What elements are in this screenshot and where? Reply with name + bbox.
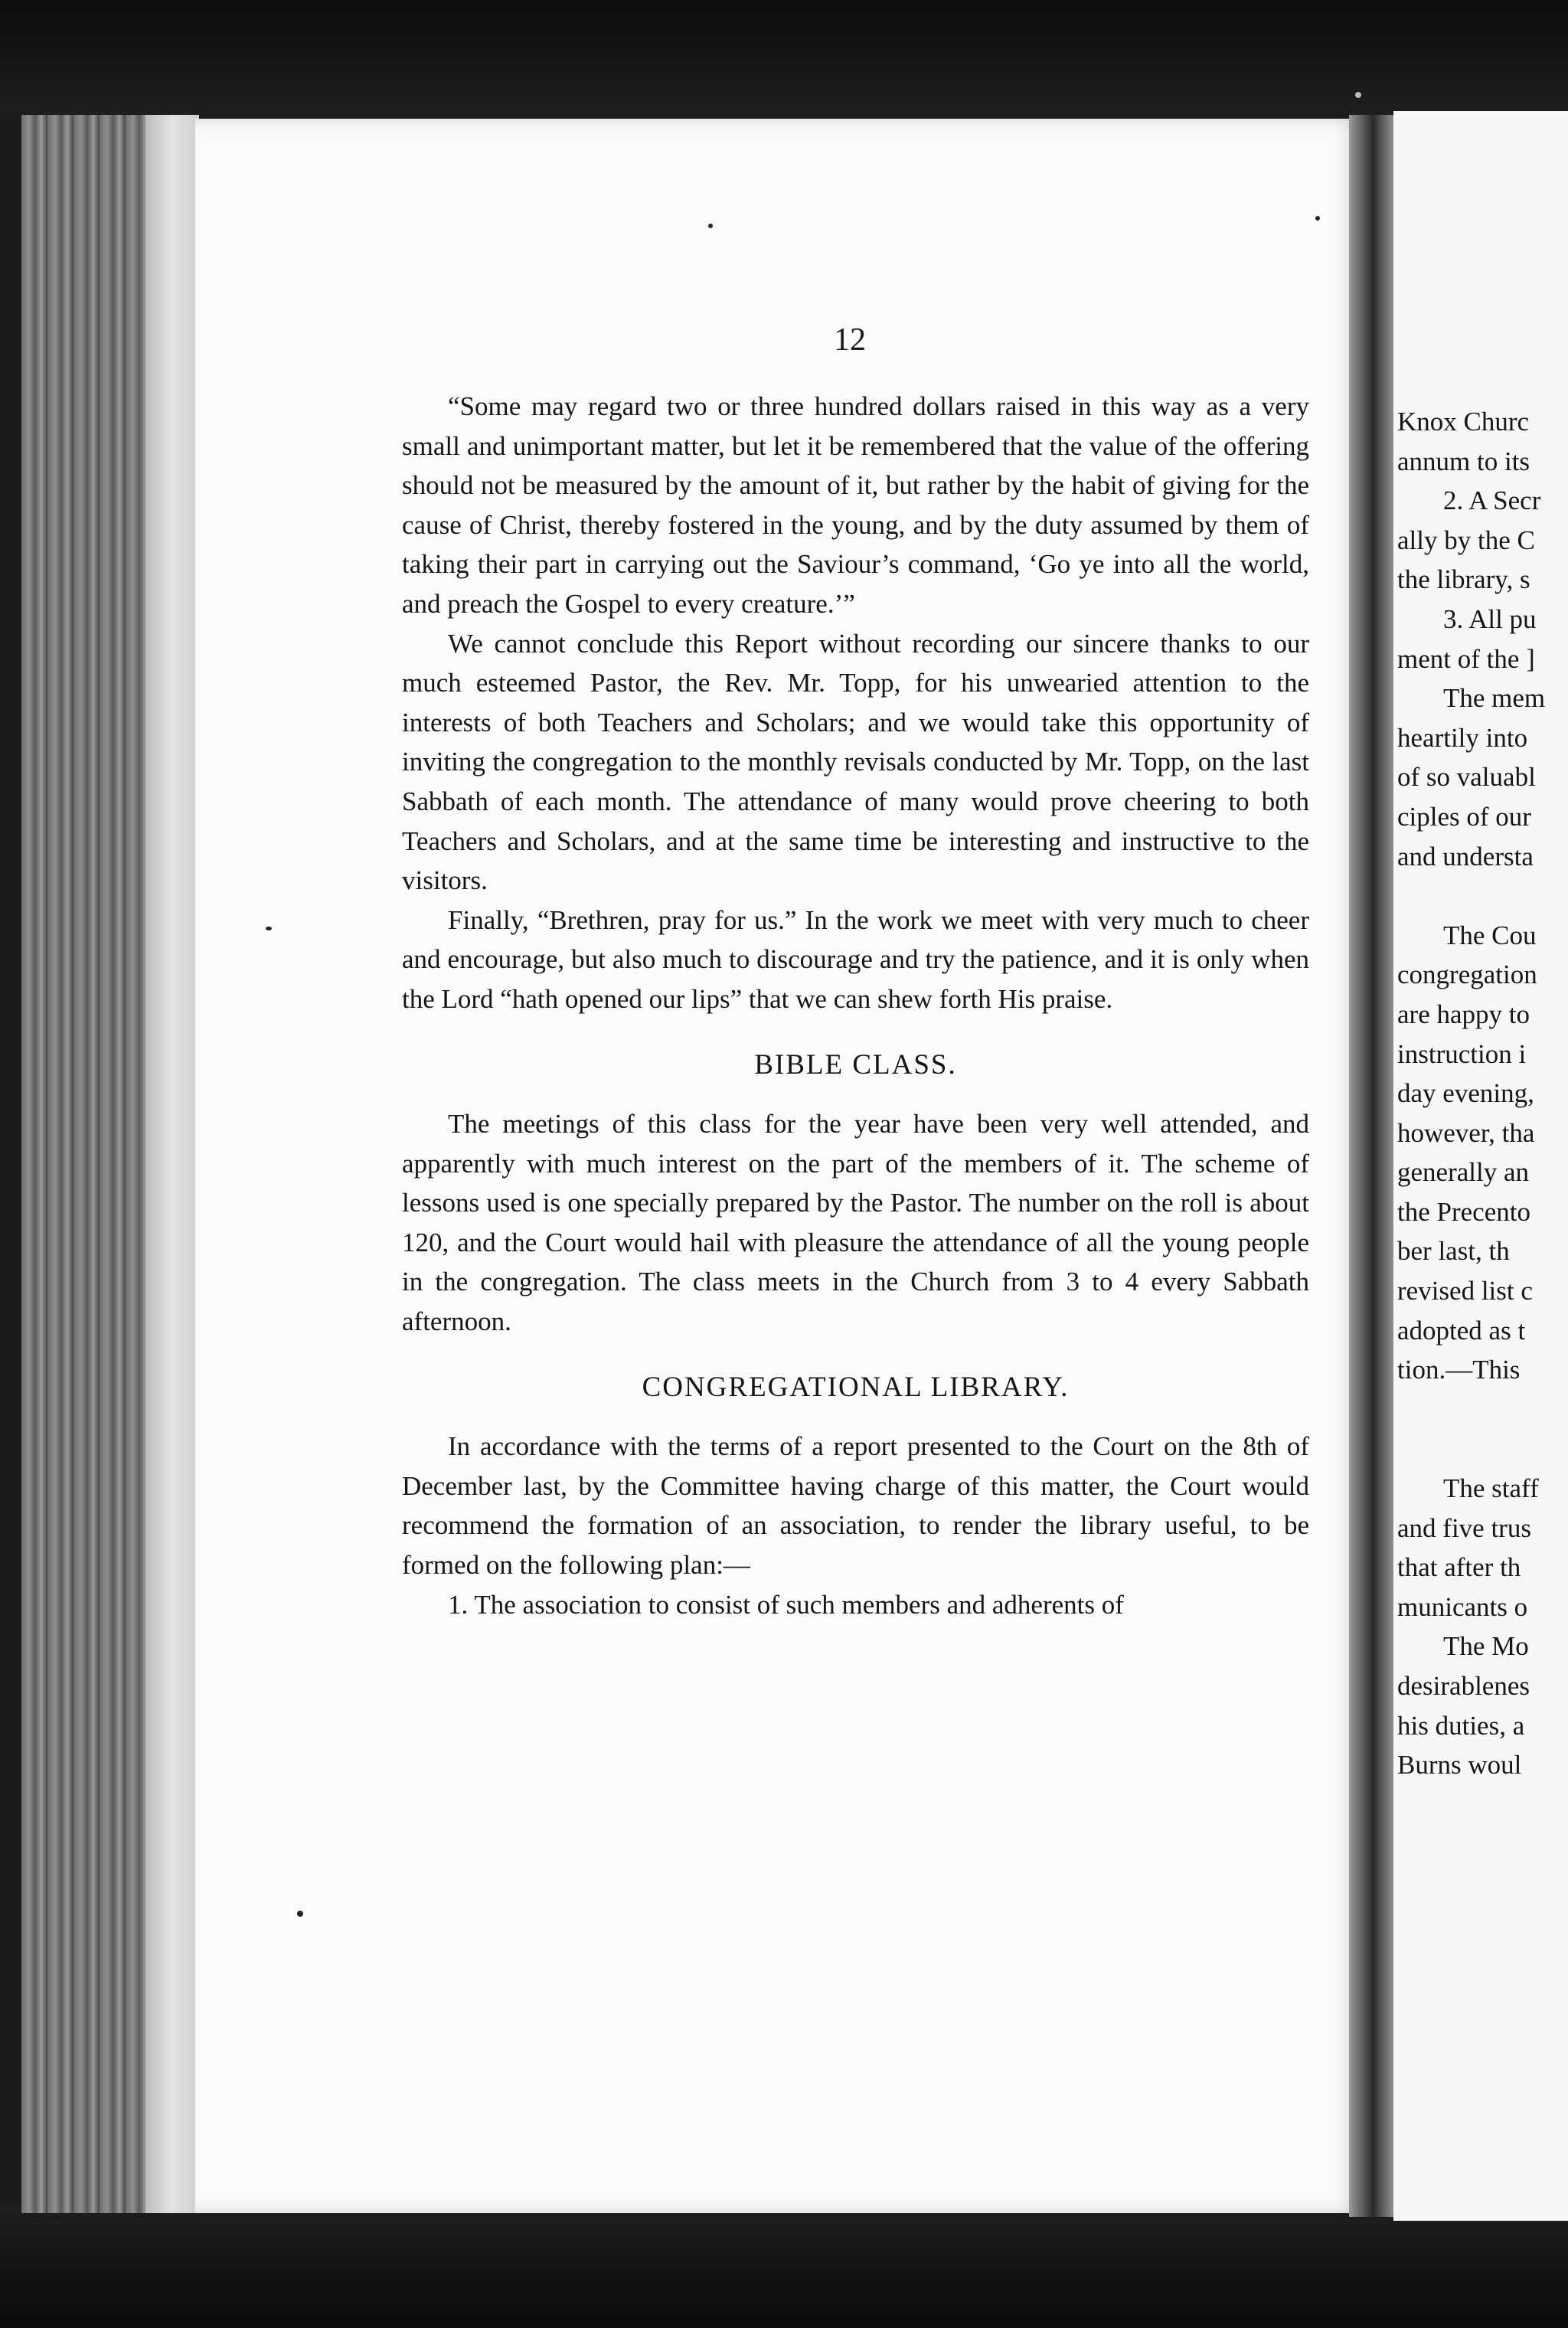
right-page-line	[1397, 1390, 1568, 1430]
right-page-line: and understa	[1397, 841, 1534, 871]
paragraph-offering-quote: “Some may regard two or three hundred dollars raised in this way as a very small and unimportant matter, but let it be remembered that the value of the offering should not be measured by the amount of it, but rather by the habit of giving for the cause of Christ, thereby fostered in the young, and by the duty assumed by them of taking their part in carrying out the Saviour’s command, ‘Go ye into all the world, and preach the Gospel to every creature.’”	[402, 391, 1309, 619]
right-page-line: 3. All pu	[1443, 603, 1537, 634]
bible-class-paragraph: The meetings of this class for the year have been very well attended, and apparently with much interest on the part of the members of it. The scheme of lessons used is one specially prepared by the Pastor. The number on the roll is about 120, and the Court would hail with pleasure the attendance of all the young people in the congregation. The class meets in the Church from 3 to 4 every Sabbath afternoon.	[402, 1109, 1309, 1337]
right-page-line: The staff	[1443, 1473, 1539, 1504]
right-page-line: that after th	[1397, 1552, 1521, 1583]
bible-class-heading: BIBLE CLASS.	[754, 1048, 957, 1081]
right-page-line: Burns woul	[1397, 1750, 1522, 1780]
right-page-line: municants o	[1397, 1591, 1528, 1622]
right-page-line: however, tha	[1397, 1117, 1535, 1148]
scan-speck	[1355, 92, 1361, 98]
scan-speck	[297, 1911, 303, 1917]
scan-speck	[708, 224, 713, 228]
right-page-line: desirablenes	[1397, 1671, 1530, 1701]
right-page-line: instruction i	[1397, 1038, 1527, 1069]
scan-speck	[1315, 216, 1320, 221]
right-page-line: are happy to	[1397, 999, 1530, 1029]
right-page-line	[1397, 1429, 1568, 1469]
paragraph-thanks-pastor: We cannot conclude this Report without recording our sincere thanks to our much esteemed Pastor, the Rev. Mr. Topp, for his unwearied attention to the interests of both Teachers and Scholars; and we would take this opportunity of inviting the congregation to the monthly revisals conducted by Mr. Topp, on the last Sabbath of each month. The attendance of many would prove cheering to both Teachers and Scholars, and at the same time be interesting and instructive to the visitors.	[402, 628, 1309, 896]
right-page-line	[1397, 876, 1568, 916]
page-number: 12	[834, 322, 866, 358]
scan-speck	[266, 927, 272, 930]
right-page-line: Knox Churc	[1397, 407, 1530, 436]
right-page-line: ment of the ]	[1397, 643, 1535, 674]
right-page-line: ally by the C	[1397, 525, 1535, 555]
right-page-line: The Mo	[1443, 1631, 1529, 1662]
library-paragraph: In accordance with the terms of a report presented to the Court on the 8th of December last, by the Committee having charge of this matter, the Court would recommend the formation of an association, to render the library useful, to be formed on the following plan:—	[402, 1431, 1309, 1581]
right-page-line: heartily into	[1397, 722, 1528, 753]
right-page-line: ber last, th	[1397, 1236, 1510, 1267]
right-page-line: the Precento	[1397, 1196, 1530, 1227]
right-page-line: the library, s	[1397, 564, 1530, 595]
right-page-line: congregation	[1397, 960, 1537, 990]
library-heading: CONGREGATIONAL LIBRARY.	[642, 1371, 1070, 1403]
left-page-text	[402, 387, 1309, 1624]
right-page-line: The mem	[1443, 683, 1546, 714]
library-item-1: 1. The association to consist of such members and adherents of	[448, 1589, 1124, 1620]
right-page-line: revised list c	[1397, 1276, 1533, 1306]
right-page-line: and five trus	[1397, 1512, 1531, 1543]
right-page-line: generally an	[1397, 1157, 1529, 1188]
scan-bottom-shadow	[0, 2205, 1568, 2328]
right-page-line: 2. A Secr	[1443, 486, 1541, 516]
right-page-line: ciples of our	[1397, 801, 1531, 832]
paragraph-finally: Finally, “Brethren, pray for us.” In the work we meet with very much to cheer and encourage, but also much to discourage and try the patience, and it is only when the Lord “hath opened our lips” that we can shew forth His praise.	[402, 904, 1309, 1014]
right-page-line: of so valuabl	[1397, 762, 1536, 793]
right-page-line: day evening,	[1397, 1078, 1534, 1109]
scan-top-shadow	[0, 0, 1568, 115]
right-page-line: his duties, a	[1397, 1710, 1525, 1741]
book-page-edges-inner	[145, 115, 199, 2213]
right-page-line: The Cou	[1443, 920, 1537, 950]
right-page-line: tion.—This	[1397, 1355, 1521, 1385]
right-page-text	[1397, 402, 1568, 1785]
right-page-line: annum to its	[1397, 446, 1530, 476]
right-page-line: adopted as t	[1397, 1315, 1526, 1345]
